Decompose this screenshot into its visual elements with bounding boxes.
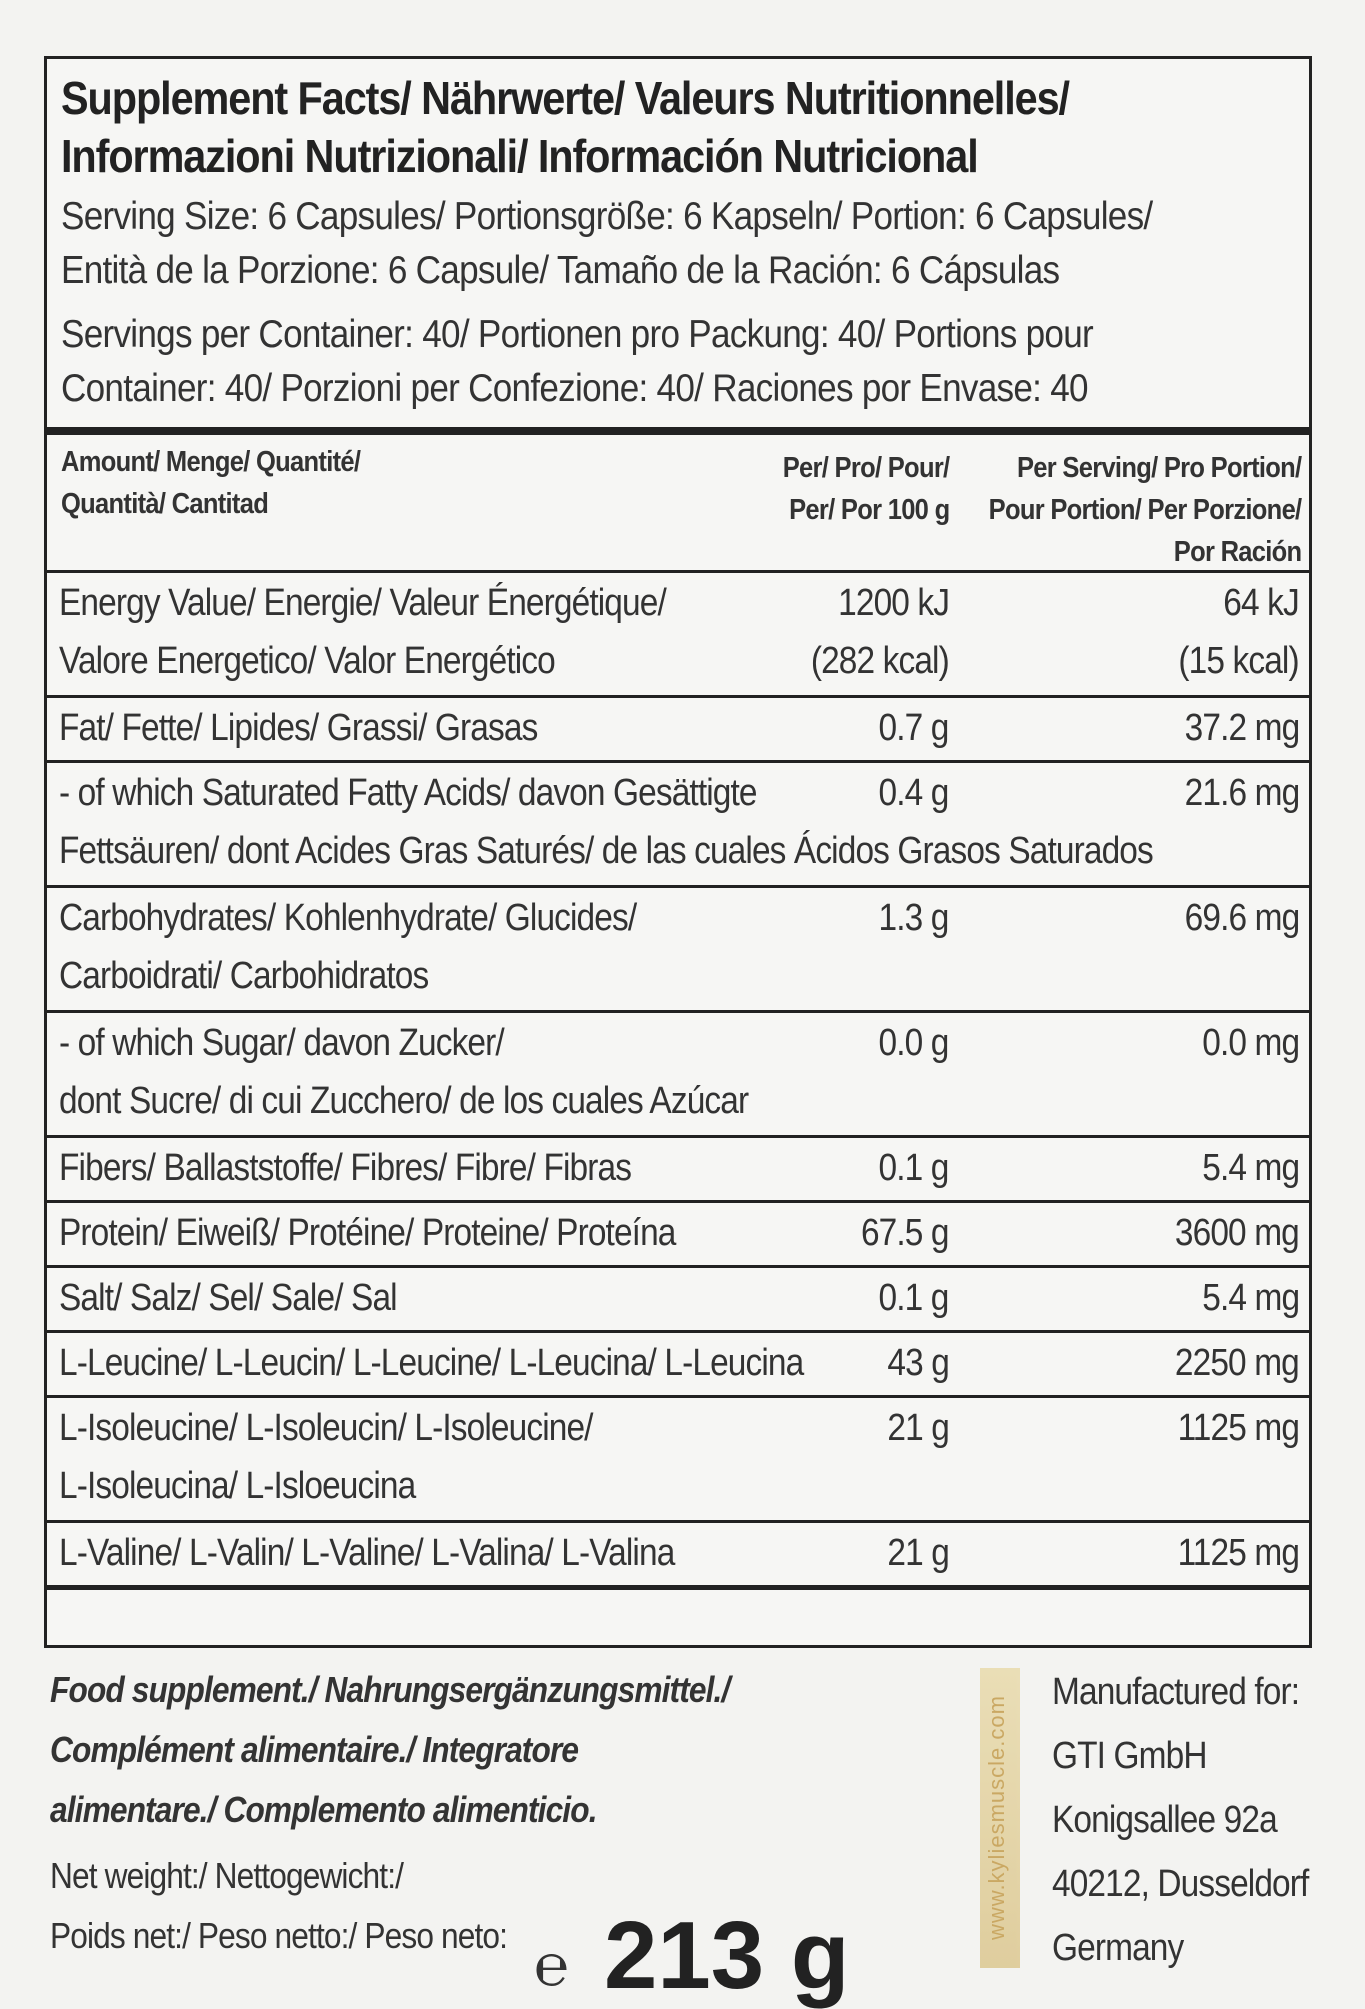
nutrient-name: Fat/ Fette/ Lipides/ Grassi/ Grasas [59, 707, 538, 749]
nutrient-per100-value: 1200 kJ [838, 582, 949, 624]
nutrient-per-serving-value: 2250 mg [1175, 1342, 1299, 1384]
column-serving-label [988, 447, 1301, 573]
nutrient-name: - of which Sugar/ davon Zucker/ [59, 1022, 504, 1064]
website-strip [980, 1668, 1020, 1968]
nutrient-per100-value: (282 kcal) [810, 640, 949, 682]
website-strip-text: www.kyliesmuscle.com [984, 1695, 1009, 1941]
nutrient-per100-value: 0.0 g [879, 1022, 949, 1064]
nutrient-table [47, 573, 1309, 1585]
nutrient-name: dont Sucre/ di cui Zucchero/ de los cuales Azúcar [59, 1080, 749, 1122]
column-amount-line: Amount/ Menge/ Quantité/ [61, 446, 361, 478]
nutrient-per100-value: 0.4 g [879, 772, 949, 814]
table-row [47, 1013, 1309, 1135]
column-serving-line: Pour Portion/ Per Porzione/ [988, 494, 1301, 526]
manufacturer-line: Germany [1052, 1927, 1184, 1969]
title-line-2: Informazioni Nutrizionali/ Información Nutricional [61, 130, 978, 182]
nutrient-name: L-Isoleucina/ L-Isloeucina [59, 1465, 416, 1507]
table-row [47, 763, 1309, 885]
table-row [47, 888, 1309, 1010]
nutrient-per100-value: 1.3 g [879, 897, 949, 939]
nutrient-per100-value: 67.5 g [861, 1212, 949, 1254]
net-weight-label [50, 1846, 507, 1966]
nutrient-per-serving-value: (15 kcal) [1178, 640, 1299, 682]
table-row [47, 1398, 1309, 1520]
table-row [47, 1138, 1309, 1200]
nutrient-per100-value: 0.7 g [879, 707, 949, 749]
panel-footer [44, 1650, 1312, 2009]
nutrient-name: Carboidrati/ Carbohidratos [59, 955, 429, 997]
food-supplement-line: Complément alimentaire./ Integratore [50, 1729, 579, 1770]
nutrient-per100-value: 21 g [887, 1407, 949, 1449]
nutrient-per-serving-value: 1125 mg [1177, 1532, 1299, 1574]
column-serving-line: Per Serving/ Pro Portion/ [1016, 452, 1301, 484]
food-supplement-line: Food supplement./ Nahrungsergänzungsmittel./ [50, 1669, 730, 1710]
table-row [47, 1523, 1309, 1585]
net-weight-line: Poids net:/ Peso netto:/ Peso neto: [50, 1915, 508, 1956]
nutrient-per-serving-value: 37.2 mg [1184, 707, 1299, 749]
manufacturer-line: 40212, Dusseldorf [1052, 1863, 1309, 1905]
serving-size-line-1: Serving Size: 6 Capsules/ Portionsgröße: 6 Kapseln/ Portion: 6 Capsules/ [61, 195, 1153, 238]
manufacturer-line: Manufactured for: [1052, 1671, 1300, 1713]
nutrient-name: L-Isoleucine/ L-Isoleucin/ L-Isoleucine/ [59, 1407, 593, 1449]
food-supplement-text [50, 1660, 729, 1840]
nutrient-name: L-Leucine/ L-Leucin/ L-Leucine/ L-Leucina/ L-Leucina [59, 1342, 804, 1384]
column-per100-line: Per/ Pro/ Pour/ [782, 452, 949, 484]
servings-per-container-line-2: Container: 40/ Porzioni per Confezione: 40/ Raciones por Envase: 40 [61, 367, 1088, 410]
column-amount-line: Quantità/ Cantitad [61, 488, 269, 520]
nutrient-name: Valore Energetico/ Valor Energético [59, 640, 555, 682]
servings-per-container-line-1: Servings per Container: 40/ Portionen pro Packung: 40/ Portions pour [61, 313, 1093, 356]
manufacturer-line: Konigsallee 92a [1052, 1799, 1277, 1841]
nutrient-name: Fibers/ Ballaststoffe/ Fibres/ Fibre/ Fibras [59, 1147, 632, 1189]
divider-thick [47, 1585, 1309, 1590]
nutrient-name: L-Valine/ L-Valin/ L-Valine/ L-Valina/ L-Valina [59, 1532, 675, 1574]
nutrient-per-serving-value: 64 kJ [1223, 582, 1299, 624]
table-row [47, 573, 1309, 695]
column-per100-label [782, 447, 949, 531]
nutrient-per-serving-value: 0.0 mg [1202, 1022, 1299, 1064]
panel-header [47, 59, 1309, 419]
table-row [47, 1203, 1309, 1265]
column-header [47, 435, 1309, 570]
manufacturer-info [1052, 1660, 1308, 1980]
divider-thick [47, 427, 1309, 435]
nutrient-per100-value: 0.1 g [879, 1147, 949, 1189]
nutrient-per-serving-value: 5.4 mg [1202, 1147, 1299, 1189]
nutrient-per-serving-value: 5.4 mg [1202, 1277, 1299, 1319]
serving-size-line-2: Entità de la Porzione: 6 Capsule/ Tamaño de la Ración: 6 Cápsulas [61, 249, 1060, 292]
column-amount-label [61, 441, 360, 525]
table-row [47, 698, 1309, 760]
manufacturer-line: GTI GmbH [1052, 1735, 1207, 1777]
nutrient-per100-value: 43 g [887, 1342, 949, 1384]
title-line-1: Supplement Facts/ Nährwerte/ Valeurs Nutritionnelles/ [61, 72, 1069, 124]
nutrient-per100-value: 21 g [887, 1532, 949, 1574]
column-per100-line: Per/ Por 100 g [788, 494, 949, 526]
nutrient-name: Carbohydrates/ Kohlenhydrate/ Glucides/ [59, 897, 637, 939]
nutrient-name: - of which Saturated Fatty Acids/ davon Gesättigte [59, 772, 757, 814]
nutrient-per-serving-value: 3600 mg [1175, 1212, 1299, 1254]
estimated-sign-icon: ℮ [534, 1933, 569, 1998]
supplement-facts-panel [44, 56, 1312, 1648]
food-supplement-line: alimentare./ Complemento alimenticio. [50, 1789, 597, 1830]
net-weight-line: Net weight:/ Nettogewicht:/ [50, 1855, 404, 1896]
nutrient-name: Energy Value/ Energie/ Valeur Énergétique/ [59, 582, 666, 624]
nutrient-name: Salt/ Salz/ Sel/ Sale/ Sal [59, 1277, 397, 1319]
nutrient-per-serving-value: 1125 mg [1177, 1407, 1299, 1449]
nutrient-per-serving-value: 69.6 mg [1184, 897, 1299, 939]
net-weight-value: 213 g [604, 1902, 850, 2009]
nutrient-name: Protein/ Eiweiß/ Protéine/ Proteine/ Proteína [59, 1212, 676, 1254]
nutrient-per100-value: 0.1 g [879, 1277, 949, 1319]
nutrient-name: Fettsäuren/ dont Acides Gras Saturés/ de las cuales Ácidos Grasos Saturados [59, 830, 1153, 872]
nutrient-per-serving-value: 21.6 mg [1184, 772, 1299, 814]
table-row [47, 1268, 1309, 1330]
table-row [47, 1333, 1309, 1395]
column-serving-line: Por Ración [1173, 536, 1301, 568]
